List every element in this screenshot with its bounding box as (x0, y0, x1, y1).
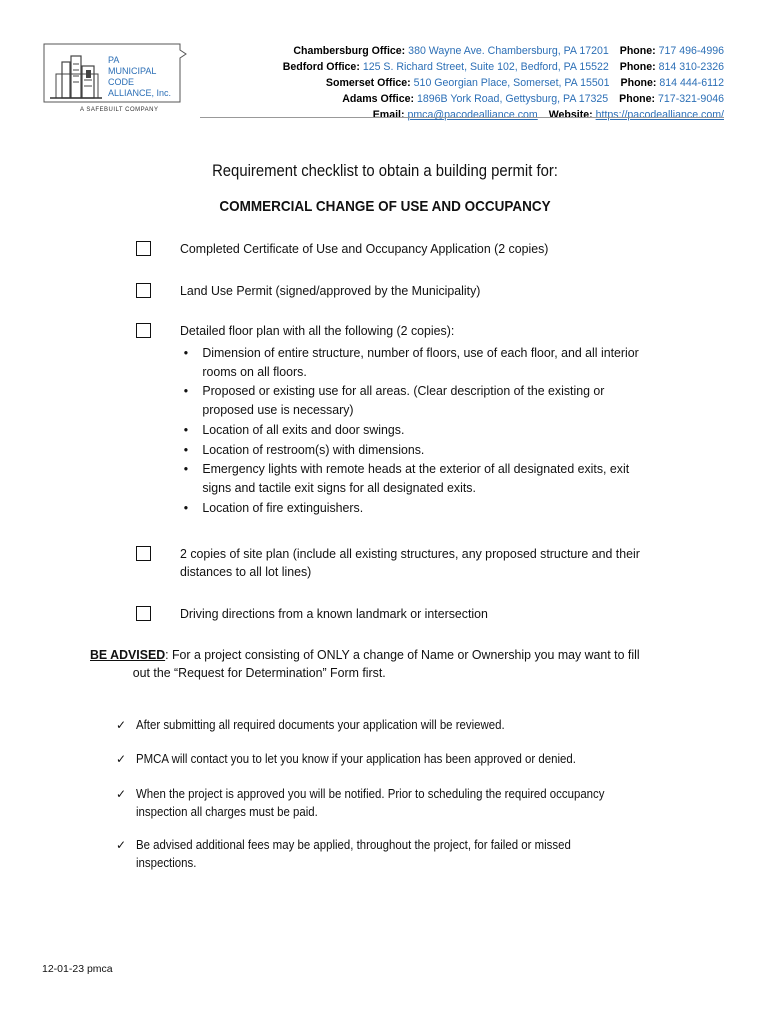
check-mark-icon: ✓ (116, 838, 127, 852)
note-text: When the project is approved you will be notified. Prior to scheduling the required occupancy inspection all charges must be paid. (136, 786, 605, 819)
advisory-text: : For a project consisting of ONLY a change of Name or Ownership you may want to fill (165, 647, 640, 662)
check-mark-icon: ✓ (116, 718, 127, 732)
floor-plan-requirements (180, 344, 645, 518)
logo-line: PA (108, 55, 120, 65)
list-item: • Location of fire extinguishers. (180, 499, 645, 518)
list-item: • Dimension of entire structure, number of floors, use of each floor, and all interior rooms on all floors. (180, 344, 645, 381)
checklist-item-text: Completed Certificate of Use and Occupancy Application (2 copies) (180, 241, 549, 256)
checklist-item-text: Land Use Permit (signed/approved by the Municipality) (180, 283, 481, 298)
list-item: • Proposed or existing use for all areas. (Clear description of the existing or proposed use is necessary) (180, 382, 645, 419)
office-bedford: Bedford Office: 125 S. Richard Street, Suite 102, Bedford, PA 15522 Phone: 814 310-2326 (282, 61, 724, 73)
list-item: • Location of restroom(s) with dimensions. (180, 441, 645, 460)
website-link[interactable]: https://pacodealliance.com/ (595, 109, 724, 121)
logo-subtitle: A SAFEBUILT COMPANY (80, 107, 159, 113)
page-title: Requirement checklist to obtain a building permit for: (212, 162, 558, 180)
note-text: After submitting all required documents your application will be reviewed. (136, 717, 505, 732)
checkbox[interactable] (136, 241, 151, 256)
contact-line: Email: pmca@pacodealliance.com Website: https://pacodealliance.com/ (372, 109, 724, 121)
checkbox[interactable] (136, 546, 151, 561)
check-mark-icon: ✓ (116, 787, 127, 801)
logo-line: CODE (108, 77, 135, 87)
office-adams: Adams Office: 1896B York Road, Gettysburg, PA 17325 Phone: 717-321-9046 (342, 93, 724, 105)
note-text: PMCA will contact you to let you know if your application has been approved or denied. (136, 751, 576, 766)
note-text: Be advised additional fees may be applied, throughout the project, for failed or missed inspections. (136, 837, 571, 870)
advisory-label: BE ADVISED (90, 647, 166, 662)
checkbox[interactable] (136, 283, 151, 298)
checklist-item-text: Detailed floor plan with all the following (2 copies): (180, 323, 455, 338)
advisory-text-cont: out the “Request for Determination” Form first. (132, 665, 386, 680)
advisory-notice (90, 646, 648, 682)
email-link[interactable]: pmca@pacodealliance.com (407, 109, 538, 121)
checklist-item-text: 2 copies of site plan (include all existing structures, any proposed structure and their distances to all lot lines) (180, 546, 640, 579)
page-subtitle: COMMERCIAL CHANGE OF USE AND OCCUPANCY (219, 198, 551, 215)
check-mark-icon: ✓ (116, 752, 127, 766)
footer-version: 12-01-23 pmca (42, 963, 113, 975)
list-item: • Location of all exits and door swings. (180, 421, 645, 440)
header-divider (200, 117, 724, 118)
company-logo (40, 40, 190, 120)
logo-line: ALLIANCE, Inc. (108, 88, 172, 98)
office-contacts (283, 43, 724, 123)
logo-wordmark (108, 55, 171, 99)
office-chambersburg: Chambersburg Office: 380 Wayne Ave. Chambersburg, PA 17201 Phone: 717 496-4996 (293, 45, 724, 57)
office-somerset: Somerset Office: 510 Georgian Place, Somerset, PA 15501 Phone: 814 444-6112 (325, 77, 724, 89)
checkbox[interactable] (136, 323, 151, 338)
list-item: • Emergency lights with remote heads at the exterior of all designated exits, exit signs and tactile exit signs for all designated exits. (180, 460, 645, 497)
checkbox[interactable] (136, 606, 151, 621)
logo-line: MUNICIPAL (108, 66, 157, 76)
checklist-item-text: Driving directions from a known landmark or intersection (180, 606, 488, 621)
